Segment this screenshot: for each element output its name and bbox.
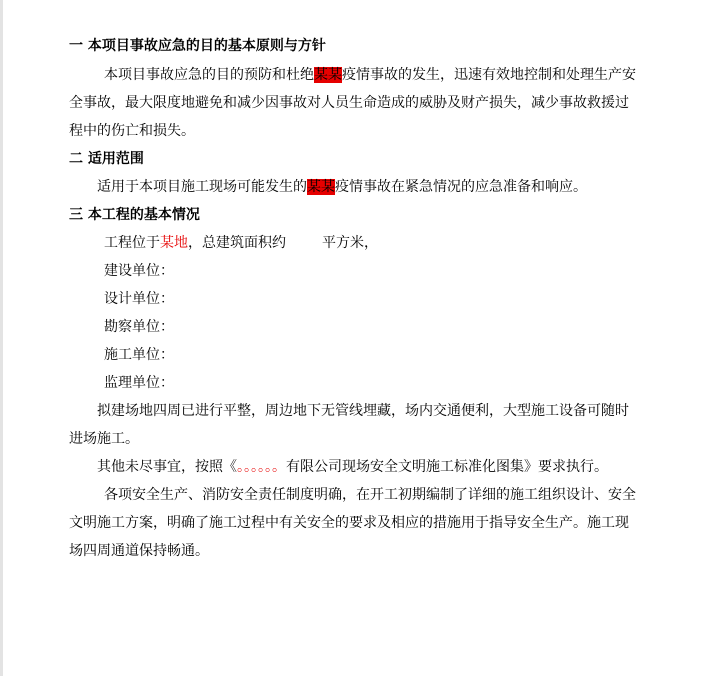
highlighted-placeholder: 某某 (314, 67, 342, 83)
safety-line1: 各项安全生产、消防安全责任制度明确，在开工初期编制了详细的施工组织设计、安全 (104, 487, 636, 503)
location-text-b: ，总建筑面积约 (188, 235, 286, 251)
section1-heading: 一 本项目事故应急的目的基本原则与方针 (69, 38, 326, 54)
site-line1: 拟建场地四周已进行平整，周边地下无管线埋藏，场内交通便利，大型施工设备可随时 (97, 403, 629, 419)
other-text-a: 其他未尽事宜，按照《 (97, 459, 237, 475)
unit-supervision: 监理单位： (104, 375, 174, 391)
section3-heading: 三 本工程的基本情况 (69, 207, 200, 223)
company-placeholder: 。。。。。。 (237, 459, 286, 475)
location-text-c: 平方米， (322, 235, 378, 251)
safety-line3: 场四周通道保持畅通。 (69, 543, 209, 559)
other-matters-line (97, 453, 608, 481)
section1-line2: 全事故，最大限度地避免和减少因事故对人员生命造成的威胁及财产损失，减少事故救援过 (69, 95, 629, 111)
project-location-line (104, 229, 378, 257)
unit-contractor: 施工单位： (104, 347, 174, 363)
highlighted-placeholder: 某某 (307, 179, 335, 195)
unit-survey: 勘察单位： (104, 319, 174, 335)
section2-line1-text-a: 适用于本项目施工现场可能发生的 (97, 179, 307, 195)
section1-line3: 程中的伤亡和损失。 (69, 123, 195, 139)
location-text-a: 工程位于 (104, 235, 160, 251)
section1-line1 (104, 61, 636, 89)
site-line2: 进场施工。 (69, 431, 139, 447)
section2-heading: 二 适用范围 (69, 151, 144, 167)
section2-line1-text-b: 疫情事故在紧急情况的应急准备和响应。 (335, 179, 587, 195)
location-placeholder: 某地 (160, 235, 188, 251)
section2-line1 (97, 173, 587, 201)
safety-line2: 文明施工方案，明确了施工过程中有关安全的要求及相应的措施用于指导安全生产。施工现 (69, 515, 629, 531)
unit-construction: 建设单位： (104, 263, 174, 279)
other-text-b: 有限公司现场安全文明施工标准化图集》要求执行。 (286, 459, 608, 475)
section1-line1-text-a: 本项目事故应急的目的预防和杜绝 (104, 67, 314, 83)
section1-line1-text-b: 疫情事故的发生，迅速有效地控制和处理生产安 (342, 67, 636, 83)
unit-design: 设计单位： (104, 291, 174, 307)
